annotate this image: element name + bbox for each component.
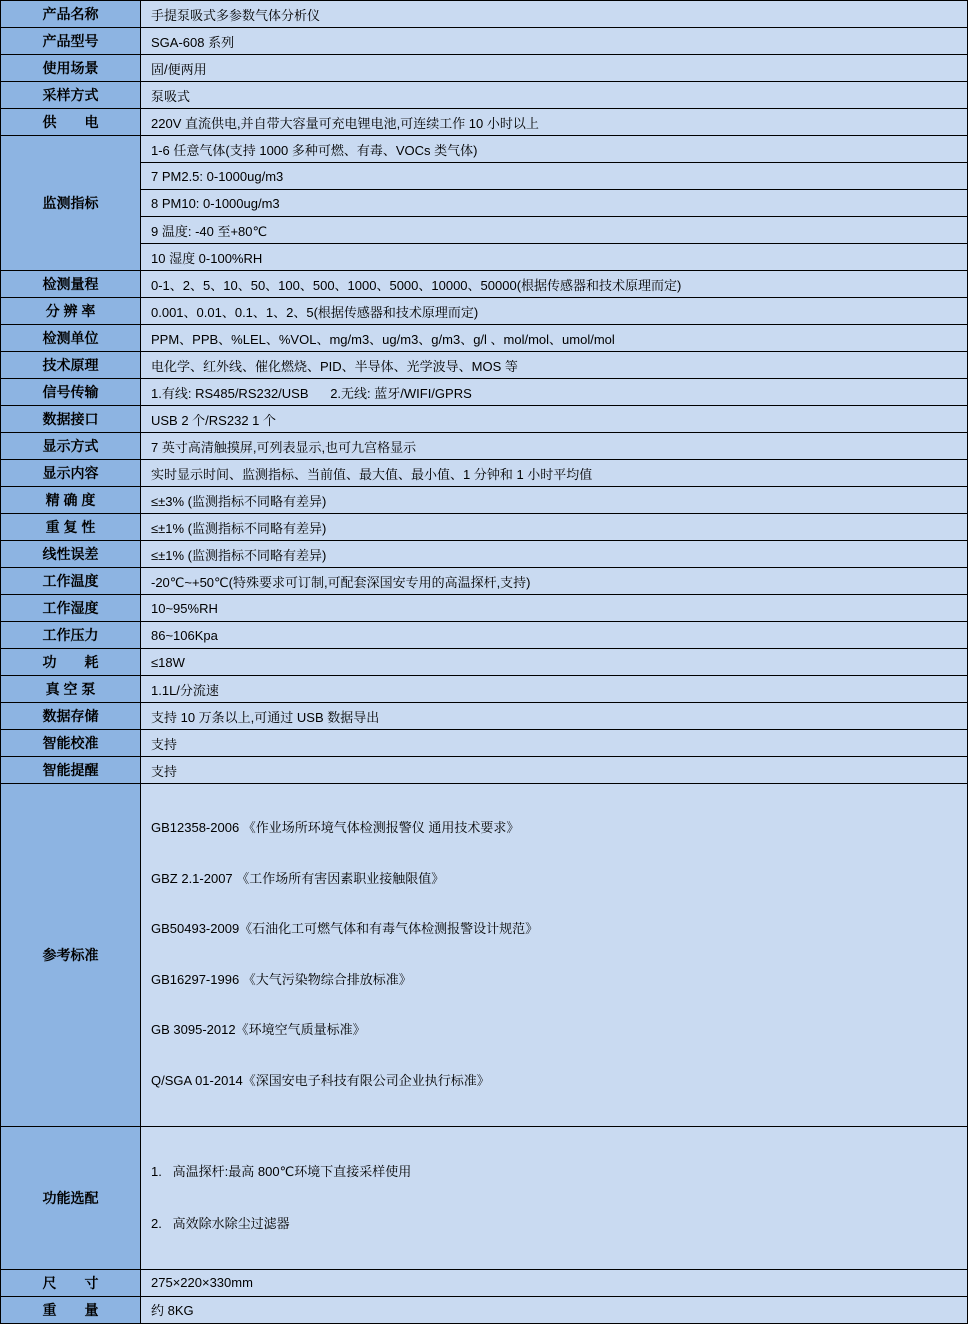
- table-row: [1, 217, 968, 244]
- table-row: [1, 514, 968, 541]
- spec-label: 尺 寸: [1, 1269, 141, 1296]
- table-row: [1, 28, 968, 55]
- table-row: [1, 55, 968, 82]
- spec-value: 电化学、红外线、催化燃烧、PID、半导体、光学波导、MOS 等: [141, 352, 968, 379]
- spec-value: 约 8KG: [141, 1296, 968, 1323]
- table-row: [1, 1126, 968, 1269]
- table-row: [1, 541, 968, 568]
- spec-label: 供 电: [1, 109, 141, 136]
- option-line: 1. 高温探杆:最高 800℃环境下直接采样使用: [151, 1163, 412, 1179]
- standard-line: GB50493-2009《石油化工可燃气体和有毒气体检测报警设计规范》: [151, 921, 539, 937]
- spec-value: ≤18W: [141, 649, 968, 676]
- table-row: [1, 163, 968, 190]
- spec-value: 1.1L/分流速: [141, 676, 968, 703]
- standard-line: GBZ 2.1-2007 《工作场所有害因素职业接触限值》: [151, 870, 445, 886]
- spec-value: 8 PM10: 0-1000ug/m3: [141, 190, 968, 217]
- table-row: [1, 460, 968, 487]
- standard-line: Q/SGA 01-2014《深国安电子科技有限公司企业执行标准》: [151, 1072, 490, 1088]
- spec-label: 产品型号: [1, 28, 141, 55]
- spec-label: 产品名称: [1, 1, 141, 28]
- table-row: [1, 352, 968, 379]
- spec-label: 工作温度: [1, 568, 141, 595]
- table-row: [1, 1269, 968, 1296]
- spec-label: 线性误差: [1, 541, 141, 568]
- spec-label: 工作压力: [1, 622, 141, 649]
- spec-label: 数据接口: [1, 406, 141, 433]
- spec-label: 参考标准: [1, 784, 141, 1127]
- table-row: [1, 568, 968, 595]
- option-line: 2. 高效除水除尘过滤器: [151, 1215, 290, 1231]
- table-row: [1, 1, 968, 28]
- spec-value: 7 英寸高清触摸屏,可列表显示,也可九宫格显示: [141, 433, 968, 460]
- table-row: [1, 784, 968, 1127]
- spec-value: 1-6 任意气体(支持 1000 多种可燃、有毒、VOCs 类气体): [141, 136, 968, 163]
- table-row: [1, 595, 968, 622]
- spec-value: 支持: [141, 730, 968, 757]
- spec-value: 泵吸式: [141, 82, 968, 109]
- spec-value: 0.001、0.01、0.1、1、2、5(根据传感器和技术原理而定): [141, 298, 968, 325]
- spec-label: 真 空 泵: [1, 676, 141, 703]
- spec-value: USB 2 个/RS232 1 个: [141, 406, 968, 433]
- spec-value: 手提泵吸式多参数气体分析仪: [141, 1, 968, 28]
- spec-value: ≤±1% (监测指标不同略有差异): [141, 541, 968, 568]
- spec-value: 220V 直流供电,并自带大容量可充电锂电池,可连续工作 10 小时以上: [141, 109, 968, 136]
- spec-value: 0-1、2、5、10、50、100、500、1000、5000、10000、50000(根据传感器和技术原理而定): [141, 271, 968, 298]
- spec-label: 检测量程: [1, 271, 141, 298]
- spec-label: 监测指标: [1, 136, 141, 271]
- spec-value: 支持 10 万条以上,可通过 USB 数据导出: [141, 703, 968, 730]
- spec-value: ≤±1% (监测指标不同略有差异): [141, 514, 968, 541]
- spec-value: 支持: [141, 757, 968, 784]
- table-row: [1, 757, 968, 784]
- spec-label: 功能选配: [1, 1126, 141, 1269]
- spec-label: 智能校准: [1, 730, 141, 757]
- table-row: [1, 82, 968, 109]
- table-row: [1, 487, 968, 514]
- table-row: [1, 109, 968, 136]
- spec-value: SGA-608 系列: [141, 28, 968, 55]
- spec-label: 精 确 度: [1, 487, 141, 514]
- table-row: [1, 433, 968, 460]
- spec-label: 功 耗: [1, 649, 141, 676]
- spec-label: 技术原理: [1, 352, 141, 379]
- table-row: [1, 379, 968, 406]
- spec-value: 7 PM2.5: 0-1000ug/m3: [141, 163, 968, 190]
- spec-value: 1.有线: RS485/RS232/USB 2.无线: 蓝牙/WIFI/GPRS: [141, 379, 968, 406]
- table-row: [1, 271, 968, 298]
- spec-label: 智能提醒: [1, 757, 141, 784]
- spec-value: 9 温度: -40 至+80℃: [141, 217, 968, 244]
- table-row: [1, 136, 968, 163]
- table-row: [1, 190, 968, 217]
- spec-label: 重 量: [1, 1296, 141, 1323]
- spec-value: [141, 784, 968, 1127]
- spec-value: [141, 1126, 968, 1269]
- spec-label: 显示方式: [1, 433, 141, 460]
- spec-value: PPM、PPB、%LEL、%VOL、mg/m3、ug/m3、g/m3、g/l 、mol/mol、umol/mol: [141, 325, 968, 352]
- spec-value: 10~95%RH: [141, 595, 968, 622]
- spec-value: 固/便两用: [141, 55, 968, 82]
- table-row: [1, 244, 968, 271]
- spec-value: 实时显示时间、监测指标、当前值、最大值、最小值、1 分钟和 1 小时平均值: [141, 460, 968, 487]
- spec-value: ≤±3% (监测指标不同略有差异): [141, 487, 968, 514]
- spec-label: 重 复 性: [1, 514, 141, 541]
- table-row: [1, 703, 968, 730]
- spec-label: 采样方式: [1, 82, 141, 109]
- spec-value: -20℃~+50℃(特殊要求可订制,可配套深国安专用的高温探杆,支持): [141, 568, 968, 595]
- table-row: [1, 622, 968, 649]
- table-row: [1, 406, 968, 433]
- table-row: [1, 730, 968, 757]
- standard-line: GB12358-2006 《作业场所环境气体检测报警仪 通用技术要求》: [151, 820, 520, 835]
- spec-value: 86~106Kpa: [141, 622, 968, 649]
- table-row: [1, 1296, 968, 1323]
- table-row: [1, 649, 968, 676]
- spec-label: 检测单位: [1, 325, 141, 352]
- standard-line: GB16297-1996 《大气污染物综合排放标准》: [151, 971, 412, 987]
- spec-label: 显示内容: [1, 460, 141, 487]
- spec-value: 275×220×330mm: [141, 1269, 968, 1296]
- table-row: [1, 298, 968, 325]
- spec-value: 10 湿度 0-100%RH: [141, 244, 968, 271]
- spec-label: 分 辨 率: [1, 298, 141, 325]
- spec-label: 信号传输: [1, 379, 141, 406]
- spec-label: 使用场景: [1, 55, 141, 82]
- spec-label: 工作湿度: [1, 595, 141, 622]
- table-row: [1, 325, 968, 352]
- table-row: [1, 676, 968, 703]
- spec-label: 数据存储: [1, 703, 141, 730]
- standard-line: GB 3095-2012《环境空气质量标准》: [151, 1022, 366, 1038]
